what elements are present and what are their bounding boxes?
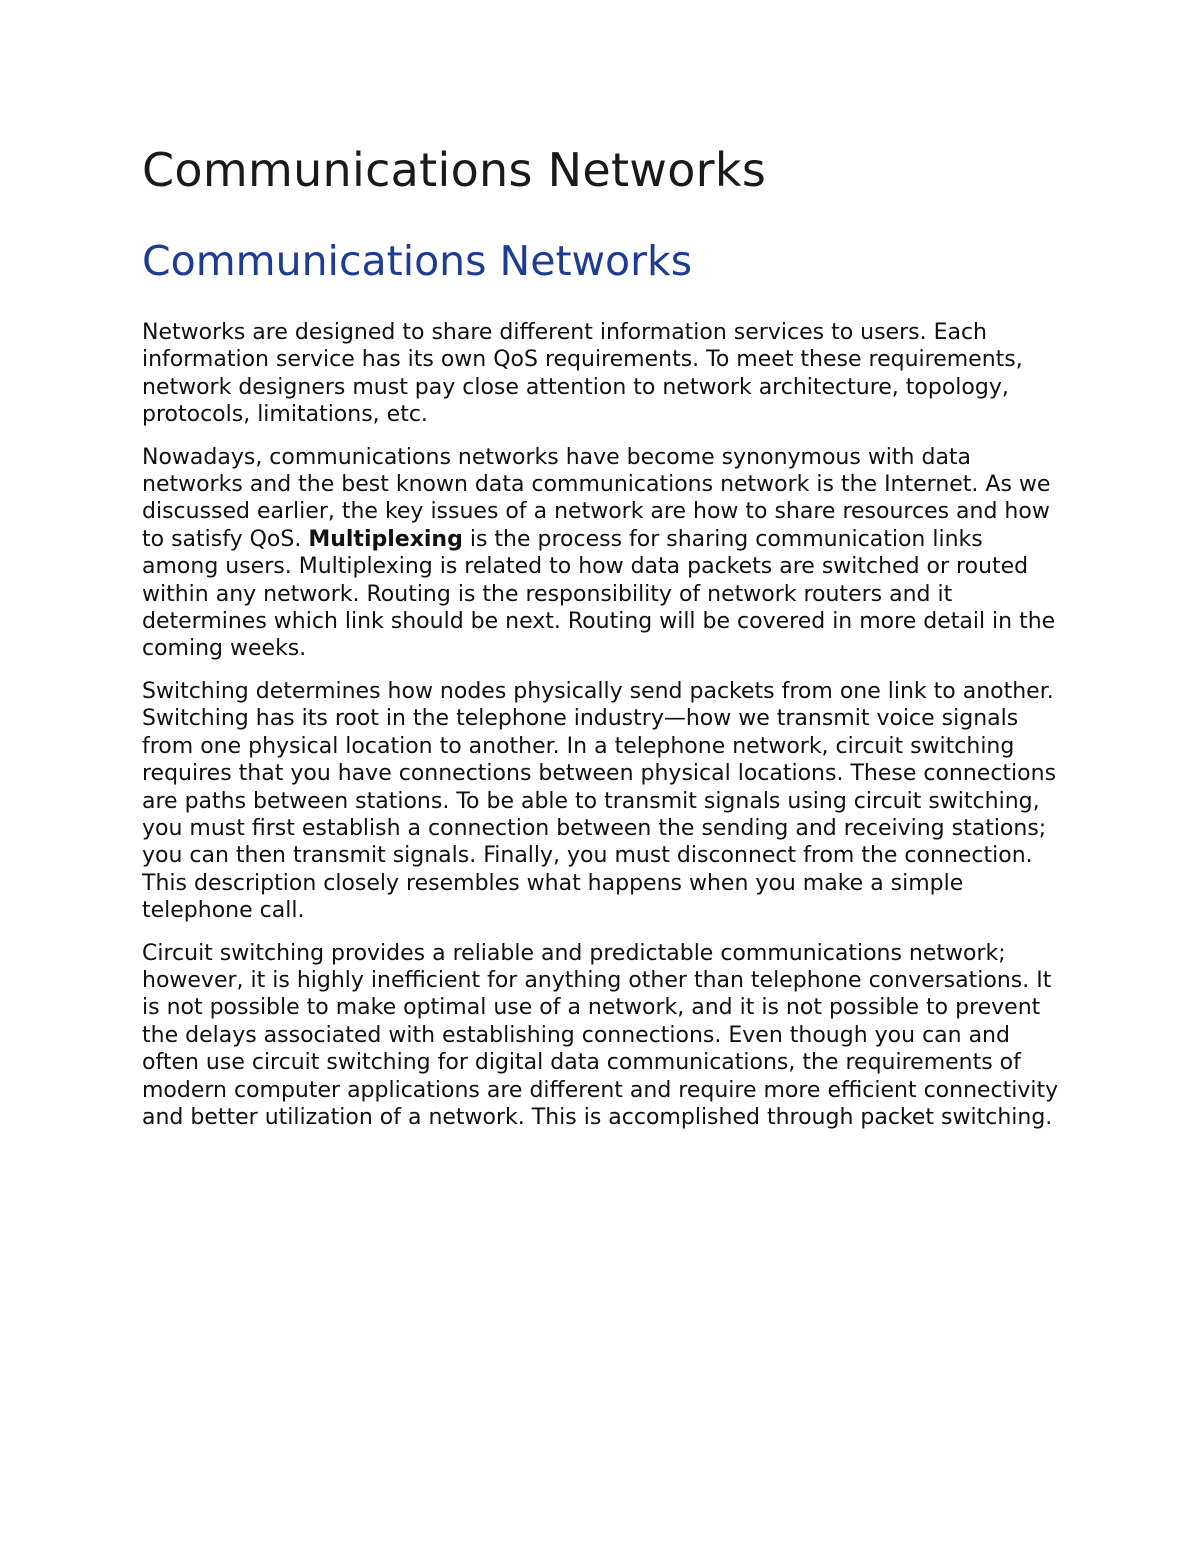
- paragraph-1: Networks are designed to share different information services to users. Each information service has its own QoS requirements. To meet these requirements, network designers must pay close attention to network architecture, topology, protocols, limitations, etc.: [142, 320, 1023, 428]
- multiplexing-term: Multiplexing: [308, 526, 463, 552]
- paragraph-2-intro: Nowadays, communications networks have become synonymous with data networks and the best known data communications network is the Internet. As we discussed earlier, the key issues of a network are how to share resources and how to satisfy QoS.: [142, 444, 1051, 552]
- document-title: Communications Networks: [142, 143, 767, 197]
- section-heading: Communications Networks: [142, 237, 693, 285]
- paragraph-3: Switching determines how nodes physically send packets from one link to another. Switching has its root in the telephone industry—how we transmit voice signals from one physical location to another. In a telephone network, circuit switching requires that you have connections between physical locations. These connections are paths between stations. To be able to transmit signals using circuit switching, you must first establish a connection between the sending and receiving stations; you can then transmit signals. Finally, you must disconnect from the connection. This description closely resembles what happens when you make a simple telephone call.: [142, 678, 1057, 924]
- document-body: [142, 140, 1062, 1131]
- paragraph-2: [142, 444, 1062, 663]
- paragraph-2-rest: is the process for sharing communication links among users. Multiplexing is related to how data packets are switched or routed within any network. Routing is the responsibility of network routers and it determines which link should be next. Routing will be covered in more detail in the coming weeks.: [142, 526, 1056, 662]
- paragraph-4: Circuit switching provides a reliable and predictable communications network; however, it is highly inefficient for anything other than telephone conversations. It is not possible to make optimal use of a network, and it is not possible to prevent the delays associated with establishing connections. Even though you can and often use circuit switching for digital data communications, the requirements of modern computer applications are different and require more efficient connectivity and better utilization of a network. This is accomplished through packet switching.: [142, 940, 1059, 1130]
